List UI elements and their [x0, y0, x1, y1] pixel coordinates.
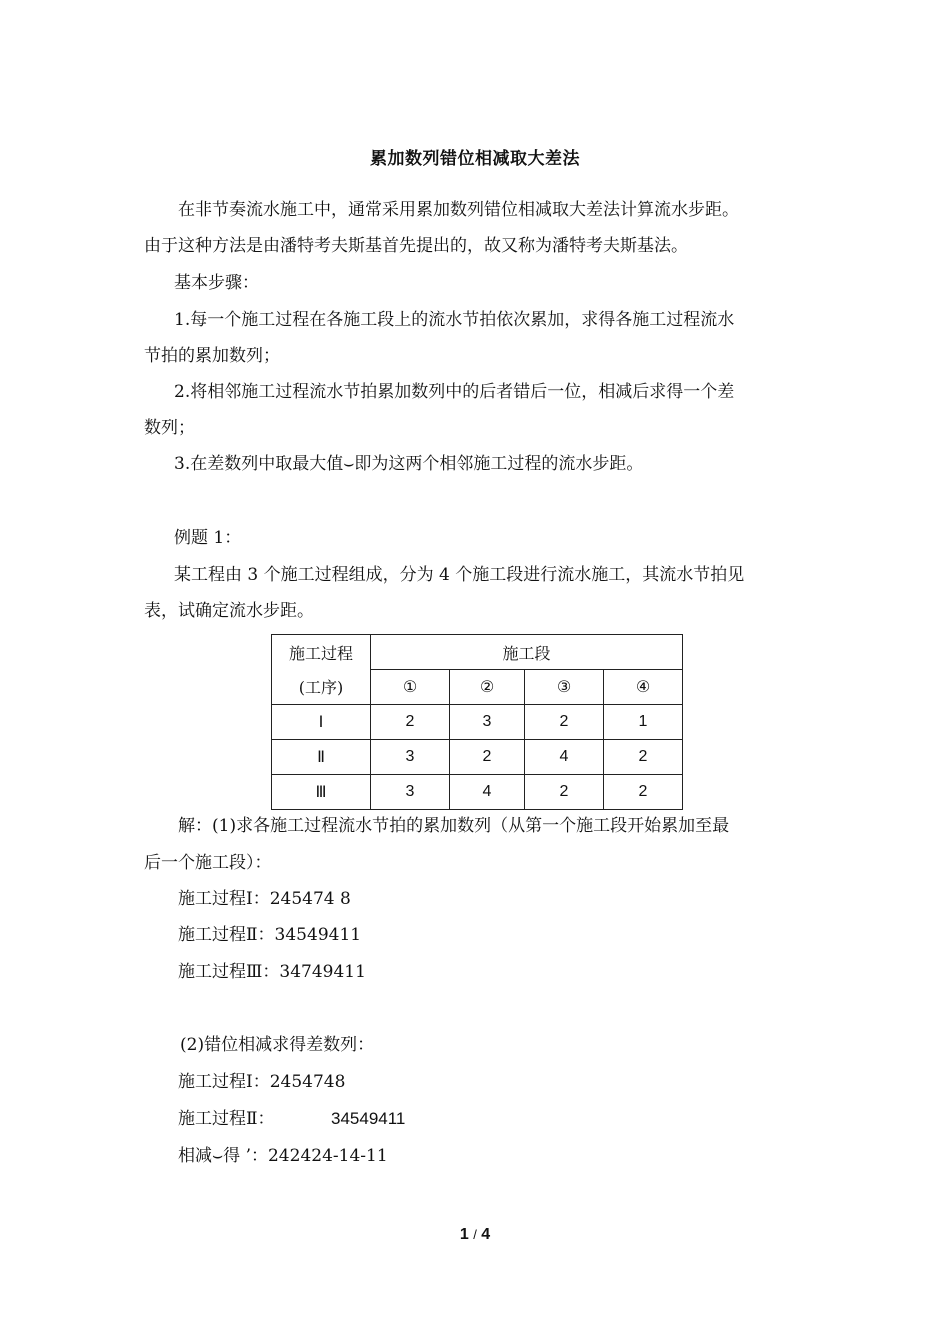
difference-heading: (2)错位相减求得差数列：	[180, 1035, 375, 1055]
process-label: Ⅱ	[272, 740, 371, 775]
intro-paragraph-line-1: 在非节奏流水施工中，通常采用累加数列错位相减取大差法计算流水步距。	[178, 200, 739, 220]
table-segment-row	[272, 670, 683, 705]
table-cell: 3	[450, 705, 525, 740]
table-cell: 3	[371, 775, 450, 810]
difference-process-1: 施工过程Ⅰ：2454748	[178, 1072, 346, 1092]
example-heading: 例题 1：	[174, 528, 242, 548]
solution-line-2: 后一个施工段）：	[144, 853, 272, 873]
table-cell: 2	[604, 740, 683, 775]
page-separator: /	[473, 1227, 477, 1242]
table-row	[272, 705, 683, 740]
table-row	[272, 740, 683, 775]
step-1-line-1: 1.每一个施工过程在各施工段上的流水节拍依次累加，求得各施工过程流水	[174, 310, 735, 330]
header-process-sub-cell: (工序)	[272, 670, 371, 705]
table-header-row	[272, 635, 683, 670]
table-cell: 1	[604, 705, 683, 740]
table-cell: 4	[525, 740, 604, 775]
step-2-line-2: 数列；	[144, 418, 195, 438]
segment-1-header: ①	[371, 670, 450, 705]
example-line-1: 某工程由 3 个施工过程组成，分为 4 个施工段进行流水施工，其流水节拍见	[174, 565, 745, 585]
example-line-2: 表，试确定流水步距。	[144, 601, 314, 621]
page-number	[0, 1226, 950, 1244]
table-cell: 2	[450, 740, 525, 775]
step-1-line-2: 节拍的累加数列；	[144, 346, 280, 366]
page-total: 4	[481, 1226, 491, 1243]
cumulative-process-3: 施工过程Ⅲ：34749411	[178, 962, 366, 982]
difference-process-2-value: 34549411	[331, 1109, 406, 1128]
cumulative-process-1: 施工过程Ⅰ：245474 8	[178, 889, 351, 909]
header-segments-cell: 施工段	[371, 635, 683, 670]
page-current: 1	[459, 1226, 469, 1243]
segment-2-header: ②	[450, 670, 525, 705]
step-2-line-1: 2.将相邻施工过程流水节拍累加数列中的后者错后一位，相减后求得一个差	[174, 382, 735, 402]
table-row	[272, 775, 683, 810]
flow-beat-table	[271, 634, 683, 810]
difference-process-2-label: 施工过程Ⅱ：	[178, 1109, 275, 1129]
table-cell: 2	[525, 775, 604, 810]
intro-paragraph-line-2: 由于这种方法是由潘特考夫斯基首先提出的，故又称为潘特考夫斯基法。	[144, 236, 688, 256]
header-process-cell: 施工过程	[272, 635, 371, 670]
table-cell: 4	[450, 775, 525, 810]
steps-heading: 基本步骤：	[174, 273, 259, 293]
table-cell: 2	[604, 775, 683, 810]
document-title: 累加数列错位相减取大差法	[370, 149, 580, 169]
cumulative-process-2: 施工过程Ⅱ：34549411	[178, 925, 362, 945]
process-label: Ⅲ	[272, 775, 371, 810]
process-label: Ⅰ	[272, 705, 371, 740]
table-cell: 2	[371, 705, 450, 740]
table-cell: 2	[525, 705, 604, 740]
solution-line-1: 解：(1)求各施工过程流水节拍的累加数列（从第一个施工段开始累加至最	[178, 816, 730, 836]
step-3: 3.在差数列中取最大值⌣即为这两个相邻施工过程的流水步距。	[174, 454, 644, 474]
segment-4-header: ④	[604, 670, 683, 705]
table-cell: 3	[371, 740, 450, 775]
difference-result: 相减⌣得 ’：242424-14-11	[178, 1146, 388, 1166]
segment-3-header: ③	[525, 670, 604, 705]
